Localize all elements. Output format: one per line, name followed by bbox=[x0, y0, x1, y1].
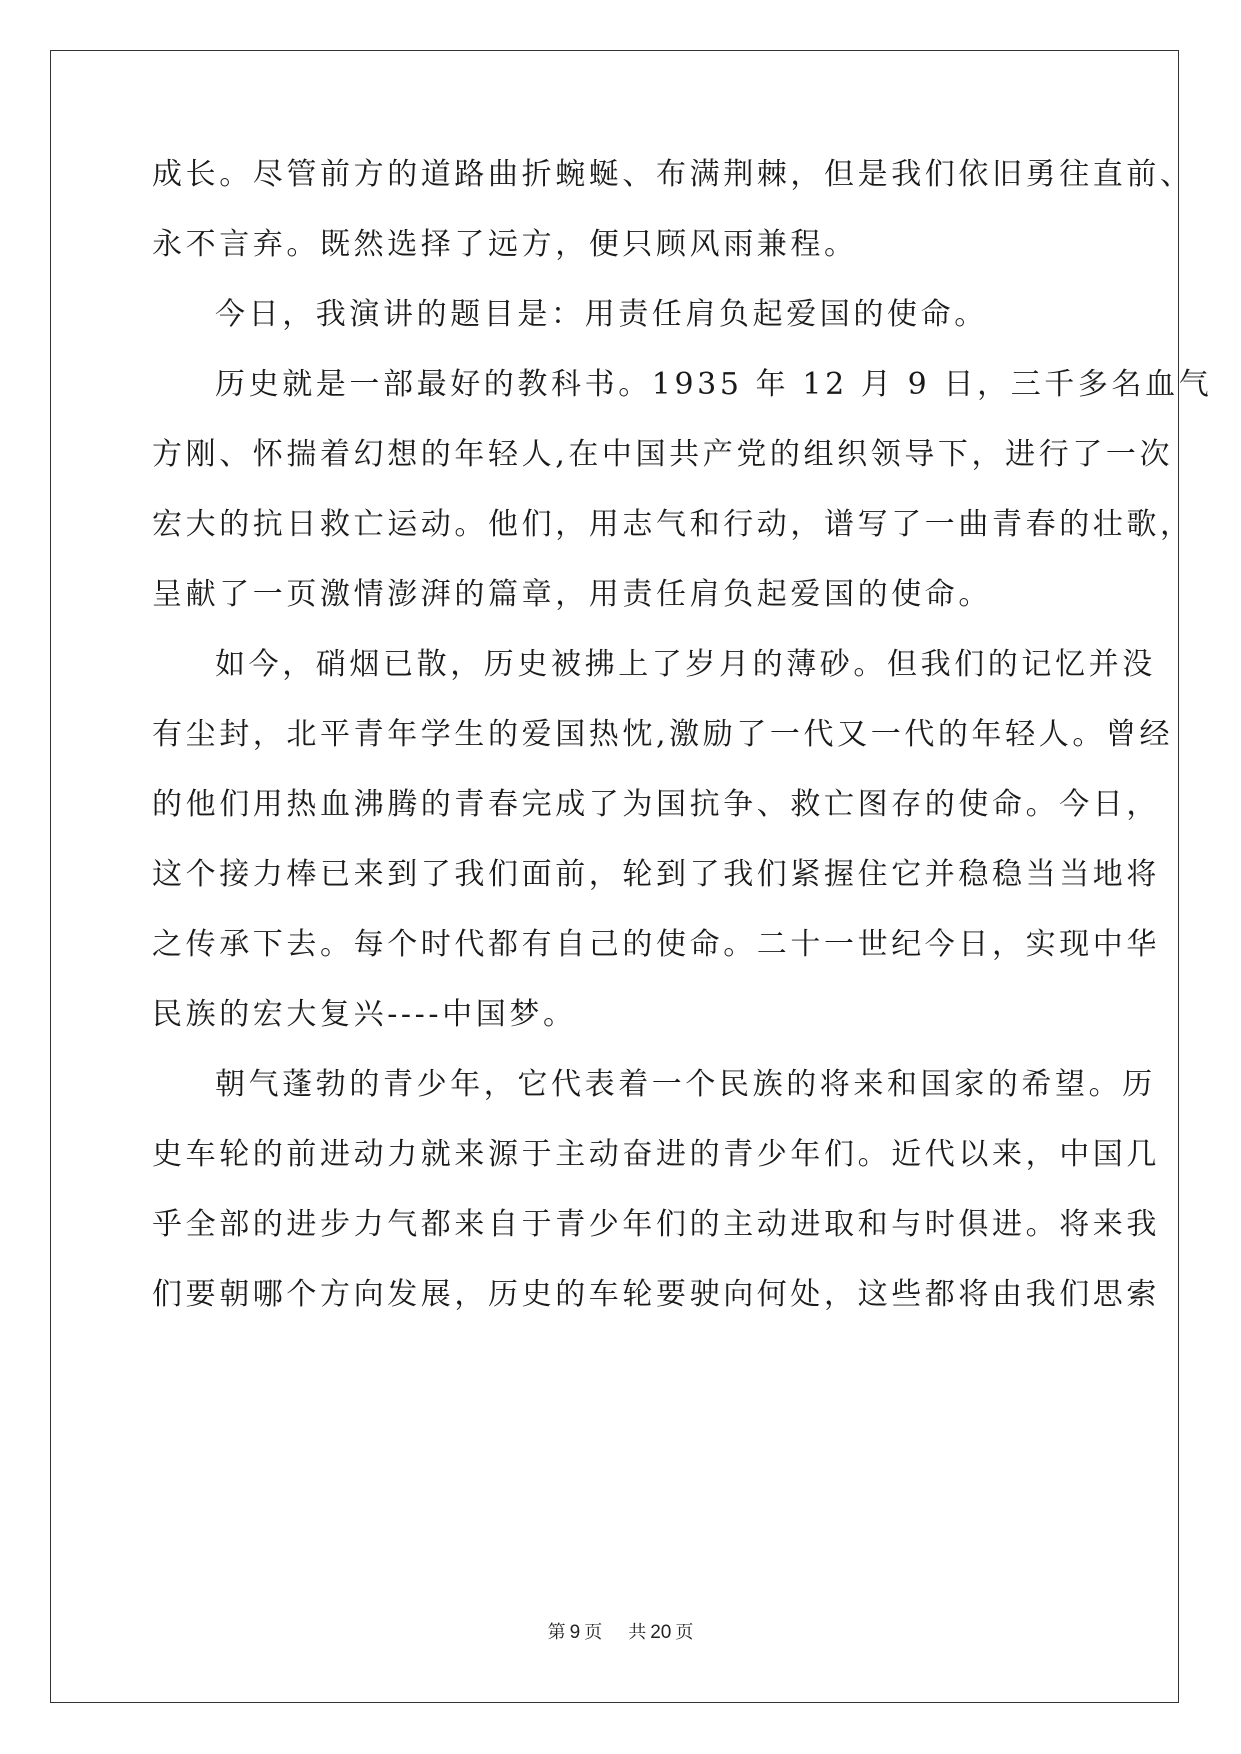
text-line: 有尘封，北平青年学生的爱国热忱,激励了一代又一代的年轻人。曾经 bbox=[152, 717, 1174, 752]
text-line: 这个接力棒已来到了我们面前，轮到了我们紧握住它并稳稳当当地将 bbox=[152, 857, 1160, 892]
document-body bbox=[152, 140, 1213, 1330]
text-line: 宏大的抗日救亡运动。他们，用志气和行动，谱写了一曲青春的壮歌， bbox=[152, 507, 1194, 542]
text-line: 历史就是一部最好的教科书。1935 年 12 月 9 日，三千多名血气 bbox=[215, 367, 1213, 402]
text-line: 之传承下去。每个时代都有自己的使命。二十一世纪今日，实现中华 bbox=[152, 927, 1160, 962]
text-line: 们要朝哪个方向发展，历史的车轮要驶向何处，这些都将由我们思索 bbox=[152, 1277, 1160, 1312]
page-number: 9 bbox=[569, 1622, 581, 1643]
page-footer bbox=[0, 1618, 1241, 1644]
text-line: 如今，硝烟已散，历史被拂上了岁月的薄砂。但我们的记忆并没 bbox=[215, 647, 1156, 682]
text-line: 朝气蓬勃的青少年，它代表着一个民族的将来和国家的希望。历 bbox=[215, 1067, 1156, 1102]
text-line: 成长。尽管前方的道路曲折蜿蜒、布满荆棘，但是我们依旧勇往直前、 bbox=[152, 157, 1194, 192]
page-number-label: 第 9 页 bbox=[547, 1622, 603, 1643]
text-line: 的他们用热血沸腾的青春完成了为国抗争、救亡图存的使命。今日， bbox=[152, 787, 1160, 822]
text-line: 史车轮的前进动力就来源于主动奋进的青少年们。近代以来，中国几 bbox=[152, 1137, 1160, 1172]
text-line: 乎全部的进步力气都来自于青少年们的主动进取和与时俱进。将来我 bbox=[152, 1207, 1160, 1242]
text-line: 方刚、怀揣着幻想的年轻人,在中国共产党的组织领导下，进行了一次 bbox=[152, 437, 1174, 472]
total-pages-label: 共 20 页 bbox=[628, 1622, 694, 1643]
text-line: 呈献了一页激情澎湃的篇章，用责任肩负起爱国的使命。 bbox=[152, 577, 992, 612]
total-pages: 20 bbox=[650, 1622, 672, 1643]
text-line: 民族的宏大复兴----中国梦。 bbox=[152, 997, 577, 1032]
text-line: 今日，我演讲的题目是：用责任肩负起爱国的使命。 bbox=[215, 297, 988, 332]
text-line: 永不言弃。既然选择了远方，便只顾风雨兼程。 bbox=[152, 227, 858, 262]
